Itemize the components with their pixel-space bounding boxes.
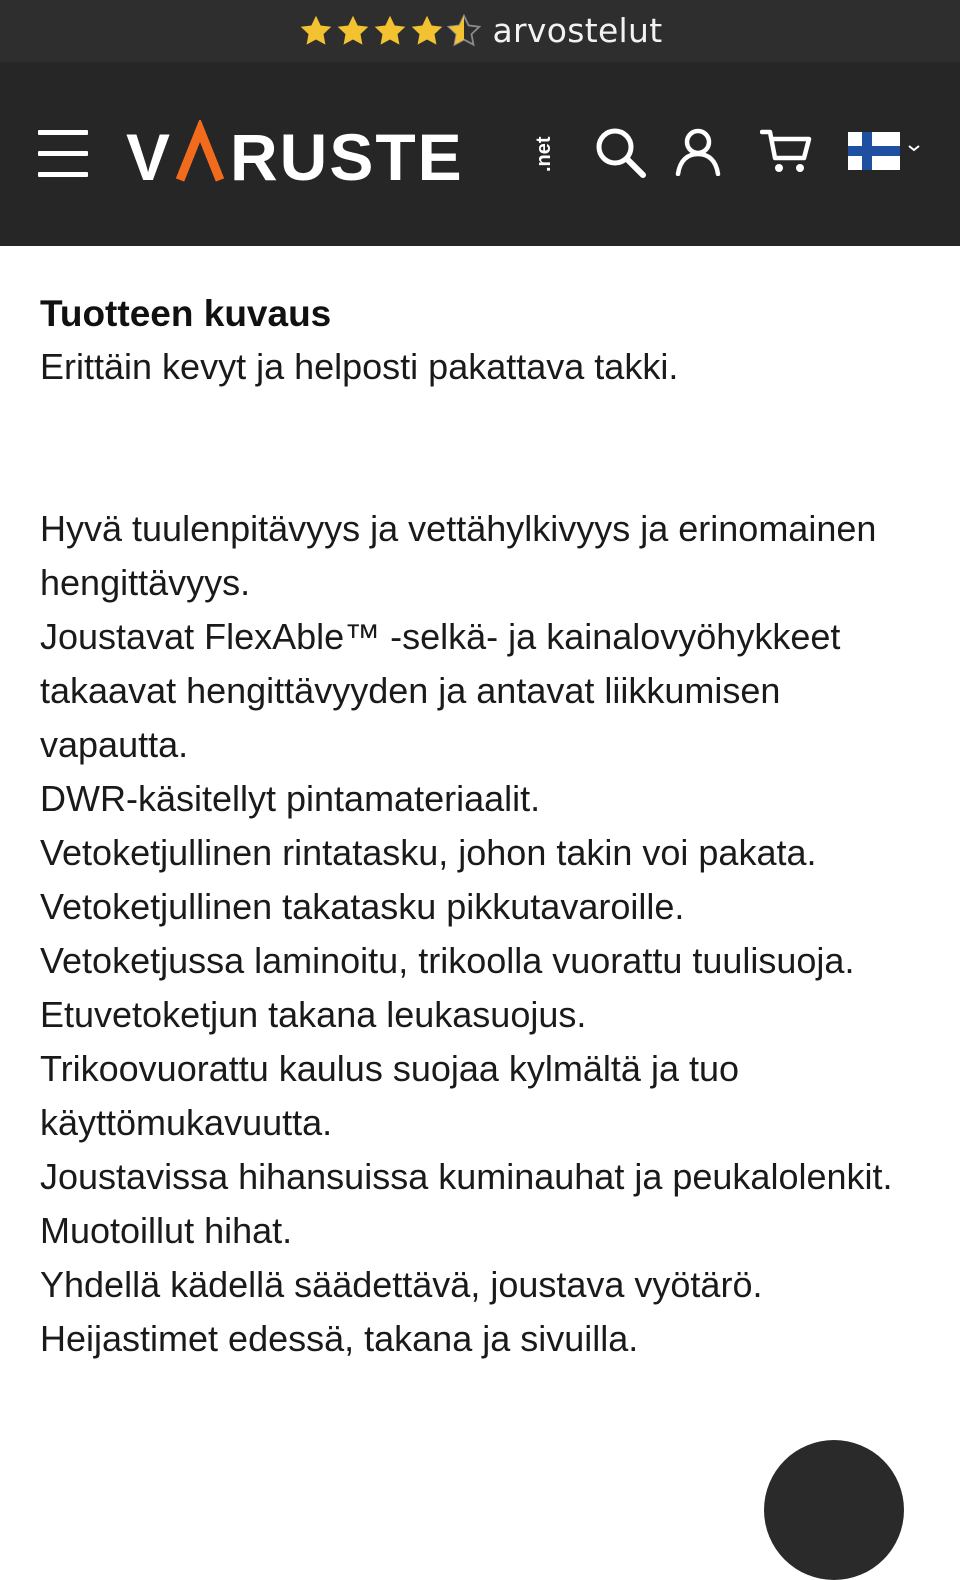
- star-icon: [372, 13, 408, 49]
- feature-item: Vetoketjussa laminoitu, trikoolla vuorattu tuulisuoja. Etuvetoketjun takana leukasuojus.: [40, 940, 855, 1035]
- feature-item: Heijastimet edessä, takana ja sivuilla.: [40, 1318, 639, 1359]
- feature-item: Joustavissa hihansuissa kuminauhat ja peukalolenkit.: [40, 1156, 893, 1197]
- feature-item: Muotoillut hihat.: [40, 1210, 293, 1251]
- product-description: [40, 288, 930, 1366]
- svg-text:RUSTE: RUSTE: [230, 120, 464, 186]
- feature-item: Vetoketjullinen rintatasku, johon takin voi pakata.: [40, 832, 817, 873]
- star-rating: [298, 13, 483, 49]
- reviews-label: arvostelut: [492, 11, 663, 50]
- description-title: Tuotteen kuvaus: [40, 293, 332, 334]
- feature-item: Vetoketjullinen takatasku pikkutavaroille.: [40, 886, 685, 927]
- half-star-icon: [446, 13, 482, 49]
- chat-bubble-icon[interactable]: [764, 1440, 904, 1580]
- cart-icon[interactable]: [760, 128, 812, 174]
- feature-item: DWR-käsitellyt pintamateriaalit.: [40, 778, 541, 819]
- star-icon: [298, 13, 334, 49]
- user-icon[interactable]: [674, 126, 722, 176]
- varuste-logo[interactable]: [126, 120, 556, 186]
- svg-text:V: V: [126, 120, 171, 186]
- finland-flag-icon: [848, 132, 900, 170]
- search-icon[interactable]: [594, 126, 648, 180]
- chevron-down-icon: [906, 142, 922, 154]
- language-selector[interactable]: [848, 132, 922, 170]
- feature-item: Joustavat FlexAble™ -selkä- ja kainalovyöhykkeet takaavat hengittävyyden ja antavat liikkumisen vapautta.: [40, 616, 841, 765]
- star-icon: [335, 13, 371, 49]
- rating-bar[interactable]: [0, 0, 960, 62]
- feature-item: Yhdellä kädellä säädettävä, joustava vyötärö.: [40, 1264, 763, 1305]
- star-icon: [409, 13, 445, 49]
- feature-item: Hyvä tuulenpitävyys ja vettähylkivyys ja erinomainen hengittävyys.: [40, 508, 877, 603]
- feature-item: Trikoovuorattu kaulus suojaa kylmältä ja tuo käyttömukavuutta.: [40, 1048, 740, 1143]
- svg-text:.net: .net: [533, 136, 555, 172]
- hamburger-menu-icon[interactable]: [38, 130, 90, 178]
- feature-list: [40, 502, 930, 1366]
- description-intro: Erittäin kevyt ja helposti pakattava takki.: [40, 346, 679, 387]
- site-header: [0, 62, 960, 246]
